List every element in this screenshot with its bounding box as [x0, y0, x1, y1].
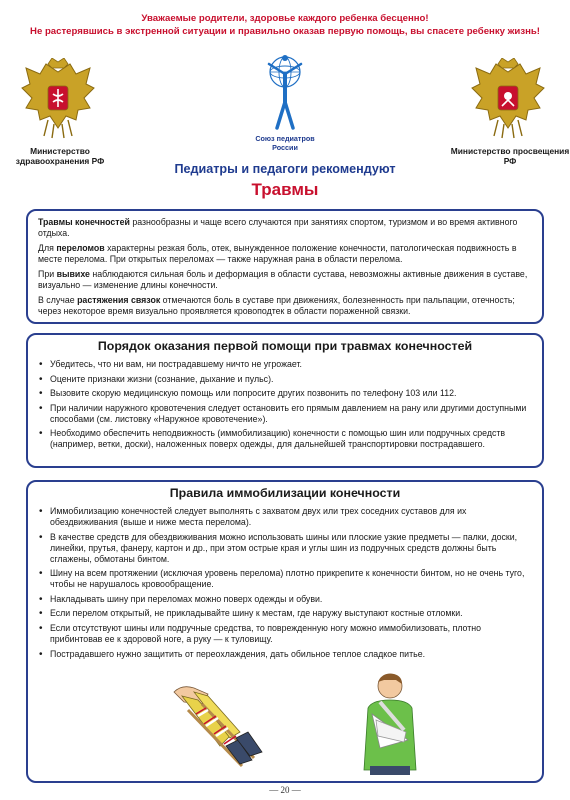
immobilization-list [38, 506, 532, 660]
first-aid-list [38, 359, 532, 450]
union-label: Союз педиатров России [255, 134, 315, 152]
list-item: • При наличии наружного кровотечения следует остановить его прямым давлением на рану или другими доступными способами (см. листовку «Наружное кровотечение»). [38, 403, 532, 425]
bold-term: растяжения связок [77, 295, 161, 305]
list-item: • Если отсутствуют шины или подручные средства, то поврежденную ногу можно иммобилизовать, плотно прибинтовав ее к здоровой ноге, а руку — к туловищу. [38, 623, 532, 645]
page-subtitle: Педиатры и педагоги рекомендуют [174, 162, 396, 176]
right-ministry-label: Министерство просвещения РФ [450, 146, 570, 166]
list-item: • Необходимо обеспечить неподвижность (иммобилизацию) конечности с помощью шин или подручных средств (например, ветки, доски), наложенных поверх одежды, для дальнейшей транспортировки пострадавшего. [38, 428, 532, 450]
immobilization-box [26, 480, 544, 783]
banner-line-2: Не растерявшись в экстренной ситуации и правильно оказав первую помощь, вы спасете ребенку жизнь! [30, 26, 540, 37]
page-number: — 20 — [269, 785, 301, 795]
list-item: • Иммобилизацию конечностей следует выполнять с захватом двух или трех соседних суставов для их обездвиживания (выше и ниже места перелома). [38, 506, 532, 528]
paragraph-text: Для [38, 243, 57, 253]
intro-paragraph [38, 243, 532, 265]
intro-paragraph [38, 295, 532, 317]
banner-line-1: Уважаемые родители, здоровье каждого ребенка бесценно! [141, 13, 429, 24]
page-title: Травмы [251, 180, 319, 199]
list-item: • Вызовите скорую медицинскую помощь или попросите других позвонить по телефону 103 или 112. [38, 388, 532, 399]
arm-sling-illustration-icon [350, 670, 430, 775]
intro-paragraph [38, 269, 532, 291]
left-ministry-label: Министерство здравоохранения РФ [15, 146, 105, 166]
paragraph-text: В случае [38, 295, 78, 305]
intro-box [26, 209, 544, 324]
first-aid-title: Порядок оказания первой помощи при травмах конечностей [97, 339, 473, 353]
paragraph-text: характерны резкая боль, отек, вынужденное положение конечности, патологическая подвижность в месте перелома. При открытых переломах — также наружная рана в области перелома. [38, 243, 517, 264]
intro-paragraph [38, 217, 532, 239]
first-aid-box [26, 333, 544, 468]
paragraph-text: наблюдаются сильная боль и деформация в области сустава, невозможны активные движения в суставе, визуально — изменение длины конечности. [38, 269, 528, 290]
list-item: • Пострадавшего нужно защитить от переохлаждения, дать обильное теплое сладкое питье. [38, 649, 532, 660]
bold-term: вывихе [56, 269, 90, 279]
paragraph-text: разнообразны и чаще всего случаются при занятиях спортом, туризмом и во время активного отдыха. [38, 217, 518, 238]
immobilization-title: Правила иммобилизации конечности [169, 486, 401, 500]
eagle-emblem-icon [468, 58, 548, 142]
list-item: • В качестве средств для обездвиживания можно использовать шины или плоские узкие предметы — палки, доски, линейки, прутья, фанеру, картон и др., при этом острые края и углы шин из подручных средств должны быть сглажены, обмотаны бинтом. [38, 532, 532, 565]
list-item: • Шину на всем протяжении (исключая уровень перелома) плотно прикрепите к конечности бинтом, но не очень туго, чтобы не нарушалось кровообращение. [38, 568, 532, 590]
list-item: • Оцените признаки жизни (сознание, дыхание и пульс). [38, 374, 532, 385]
pediatricians-union-logo-icon [255, 54, 315, 134]
paragraph-text: При [38, 269, 57, 279]
list-item: • Накладывать шину при переломах можно поверх одежды и обуви. [38, 594, 532, 605]
eagle-emblem-icon [18, 58, 98, 142]
top-banner [0, 12, 570, 38]
bold-term: переломов [56, 243, 105, 253]
paragraph-text: отмечаются боль в суставе при движениях, болезненность при пальпации, отечность; через некоторое время визуально проявляется кровоподтек в области пораженной связки. [38, 295, 515, 316]
bold-term: Травмы конечностей [38, 217, 130, 227]
splinted-leg-illustration-icon [168, 680, 278, 772]
list-item: • Убедитесь, что ни вам, ни пострадавшему ничто не угрожает. [38, 359, 532, 370]
list-item: • Если перелом открытый, не прикладывайте шину к местам, где наружу выступают костные отломки. [38, 608, 532, 619]
